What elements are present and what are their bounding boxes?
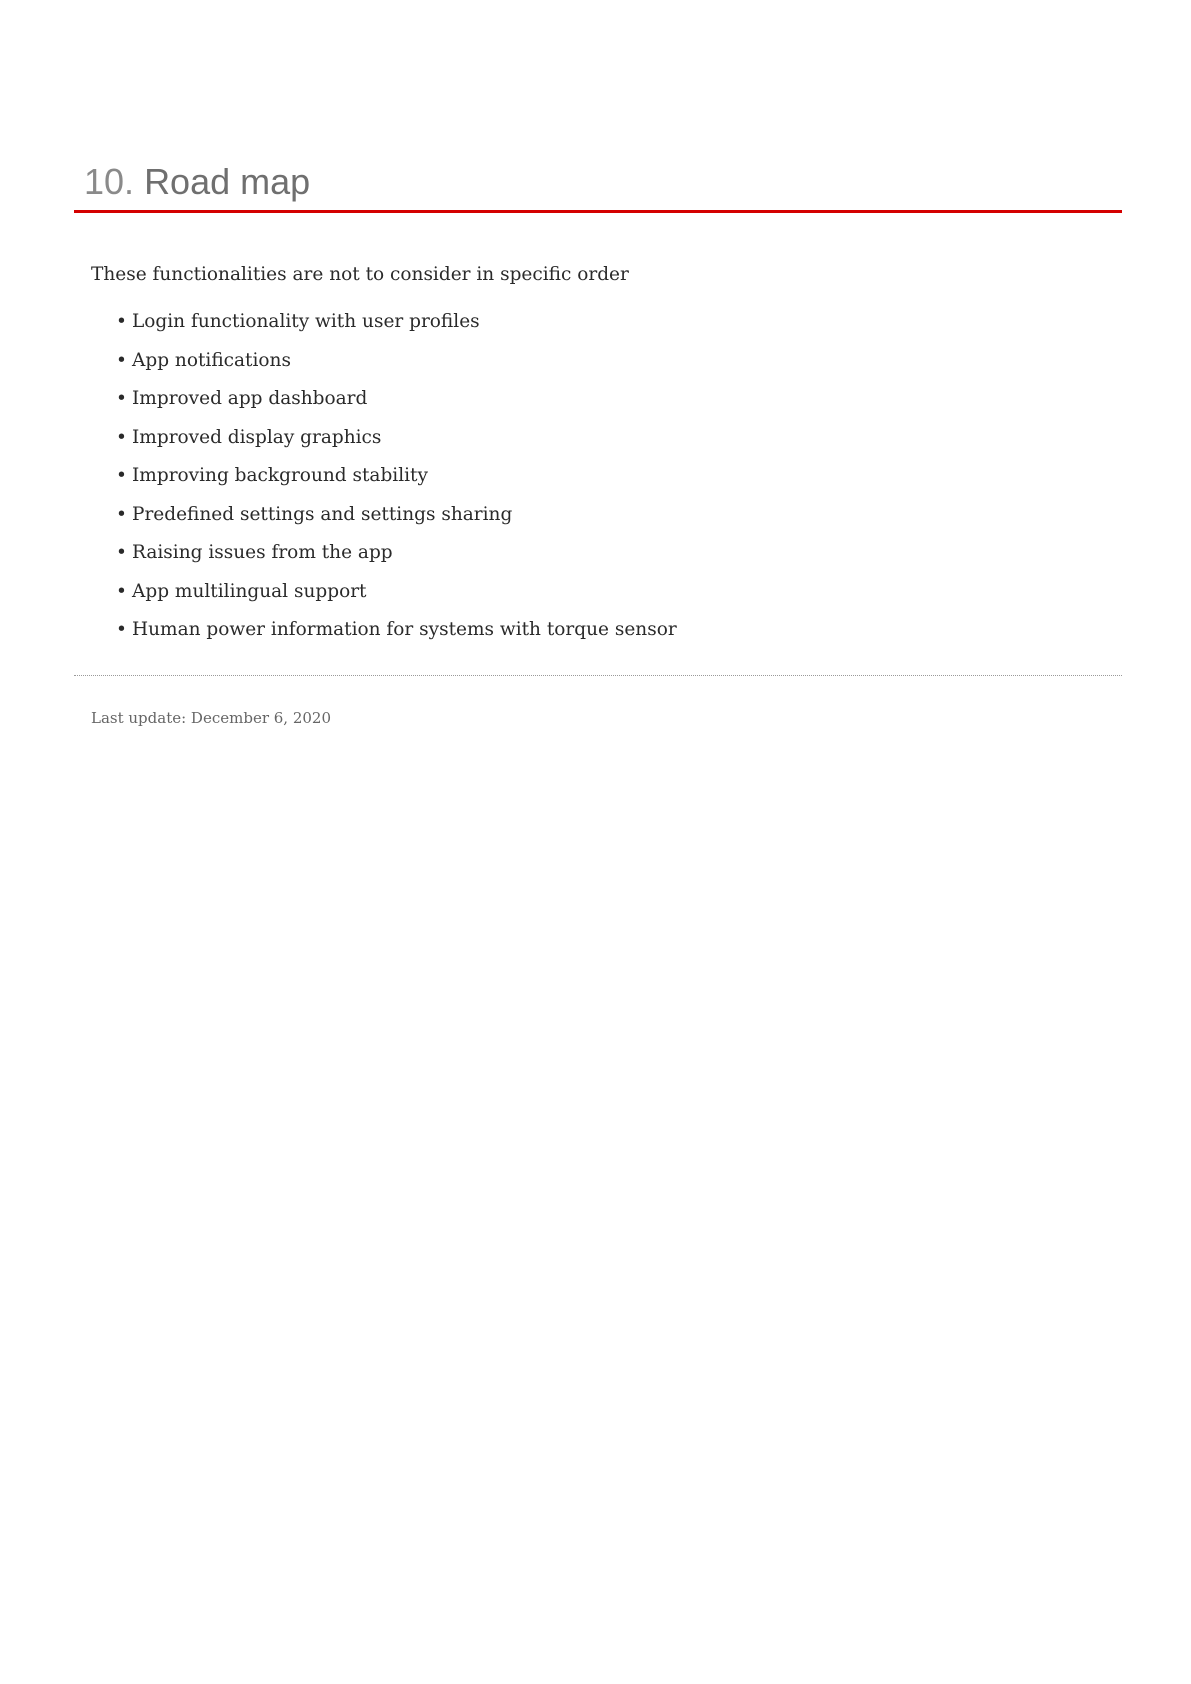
list-item: [116, 386, 677, 425]
bullet-icon: •: [116, 580, 127, 602]
list-item: [116, 579, 677, 618]
bullet-icon: •: [116, 542, 127, 563]
list-item-text: Improving background stability: [132, 465, 428, 486]
bullet-icon: •: [116, 349, 127, 371]
last-update-text: Last update: December 6, 2020: [91, 709, 332, 727]
roadmap-list: [116, 309, 677, 656]
footer-divider: [74, 675, 1122, 676]
list-item-text: Improved app dashboard: [132, 388, 368, 409]
list-item-text: Predefined settings and settings sharing: [132, 503, 513, 525]
bullet-icon: •: [116, 426, 127, 448]
heading-underline: [74, 210, 1122, 213]
section-number: 10.: [84, 161, 135, 202]
list-item: [116, 309, 677, 348]
bullet-icon: •: [116, 388, 127, 409]
list-item-text: Improved display graphics: [132, 426, 382, 448]
bullet-icon: •: [116, 465, 127, 486]
list-item-text: Login functionality with user profiles: [132, 311, 480, 332]
list-item-text: Raising issues from the app: [132, 542, 393, 563]
bullet-icon: •: [116, 311, 127, 332]
intro-text: These functionalities are not to consider in specific order: [91, 264, 629, 285]
list-item: [116, 540, 677, 579]
bullet-icon: •: [116, 619, 127, 640]
list-item-text: Human power information for systems with torque sensor: [132, 619, 677, 640]
list-item-text: App notifications: [132, 349, 291, 371]
list-item: [116, 348, 677, 387]
list-item: [116, 502, 677, 541]
list-item: [116, 617, 677, 656]
list-item: [116, 463, 677, 502]
list-item: [116, 425, 677, 464]
bullet-icon: •: [116, 503, 127, 525]
section-heading: [84, 160, 310, 204]
section-title: Road map: [144, 161, 311, 202]
list-item-text: App multilingual support: [132, 580, 367, 602]
